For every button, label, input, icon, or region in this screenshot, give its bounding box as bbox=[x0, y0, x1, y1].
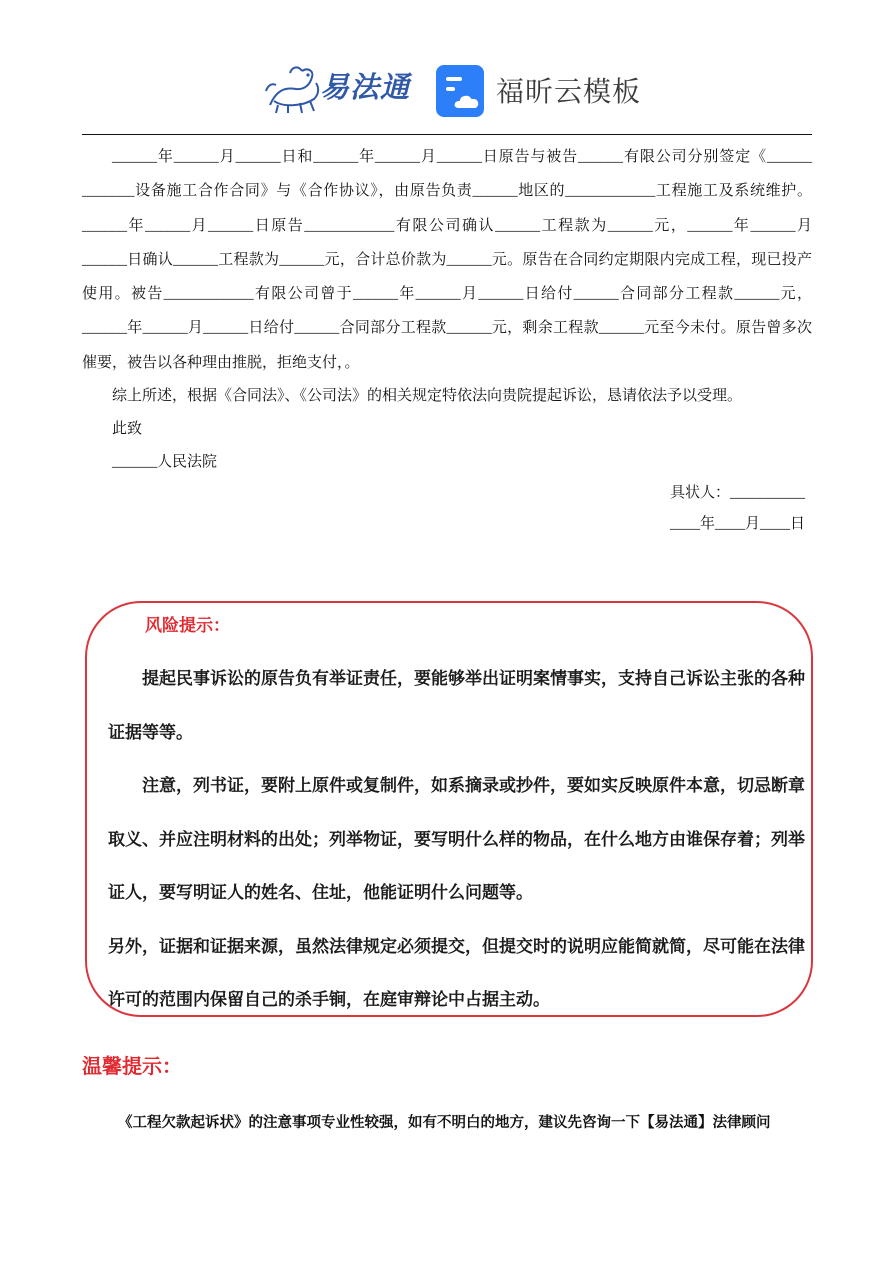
warm-tip-title: 温馨提示： bbox=[82, 1056, 182, 1078]
signature-date: ____年____月____日 bbox=[670, 516, 806, 532]
logo-yifatong-text: 易法通 bbox=[320, 72, 411, 104]
risk-notice-title: 风险提示： bbox=[145, 616, 230, 636]
header-divider bbox=[82, 134, 812, 135]
court-name: ______人民法院 bbox=[112, 454, 218, 471]
logo-foxit-template-text: 福昕云模板 bbox=[496, 75, 642, 108]
risk-notice-content bbox=[108, 653, 808, 1028]
foxit-cloud-logo-icon bbox=[436, 65, 488, 117]
risk-paragraph-3: 另外，证据和证据来源，虽然法律规定必须提交，但提交时的说明应能简就简，尽可能在法律许可的范围内保留自己的杀手锏，在庭审辩论中占据主动。 bbox=[108, 936, 805, 1010]
risk-paragraph-2: 注意，列书证，要附上原件或复制件，如系摘录或抄件，要如实反映原件本意，切忌断章取义、并应注明材料的出处；列举物证，要写明什么样的物品，在什么地方由谁保存着；列举证人，要写明证人的姓名、住址，他能证明什么问题等。 bbox=[108, 776, 805, 903]
salutation: 此致 bbox=[112, 421, 143, 438]
risk-paragraph-1: 提起民事诉讼的原告负有举证责任，要能够举出证明案情事实，支持自己诉讼主张的各种证据等等。 bbox=[108, 669, 805, 743]
summary-paragraph: 综上所述，根据《合同法》、《公司法》的相关规定特依法向贵院提起诉讼，恳请依法予以受理。 bbox=[112, 388, 743, 405]
risk-notice-box bbox=[85, 601, 813, 1017]
header bbox=[0, 55, 893, 125]
document-body bbox=[82, 140, 812, 479]
facts-paragraph: ______年______月______日和______年______月______日原告与被告______有限公司分别签定《______ _______设备施工合作合同》与《合作协议》，由原告负责______地区的____________工程施工及系统维护。______年______月______日原告____________有限公司确认______工程款为______元，______年______月______日确认______工程款为______元，合计总价款为______元。原告在合同约定期限内完成工程，现已投产使用。被告____________有限公司曾于______年______月______日给付______合同部分工程款______元，______年______月______日给付______合同部分工程款______元，剩余工程款______元至今未付。原告曾多次催要，被告以各种理由推脱，拒绝支付，。 bbox=[82, 149, 812, 371]
signer-line: 具状人：__________ bbox=[670, 485, 806, 501]
warm-tip-text: 《工程欠款起诉状》的注意事项专业性较强，如有不明白的地方，建议先咨询一下【易法通】法律顾问 bbox=[118, 1115, 771, 1131]
